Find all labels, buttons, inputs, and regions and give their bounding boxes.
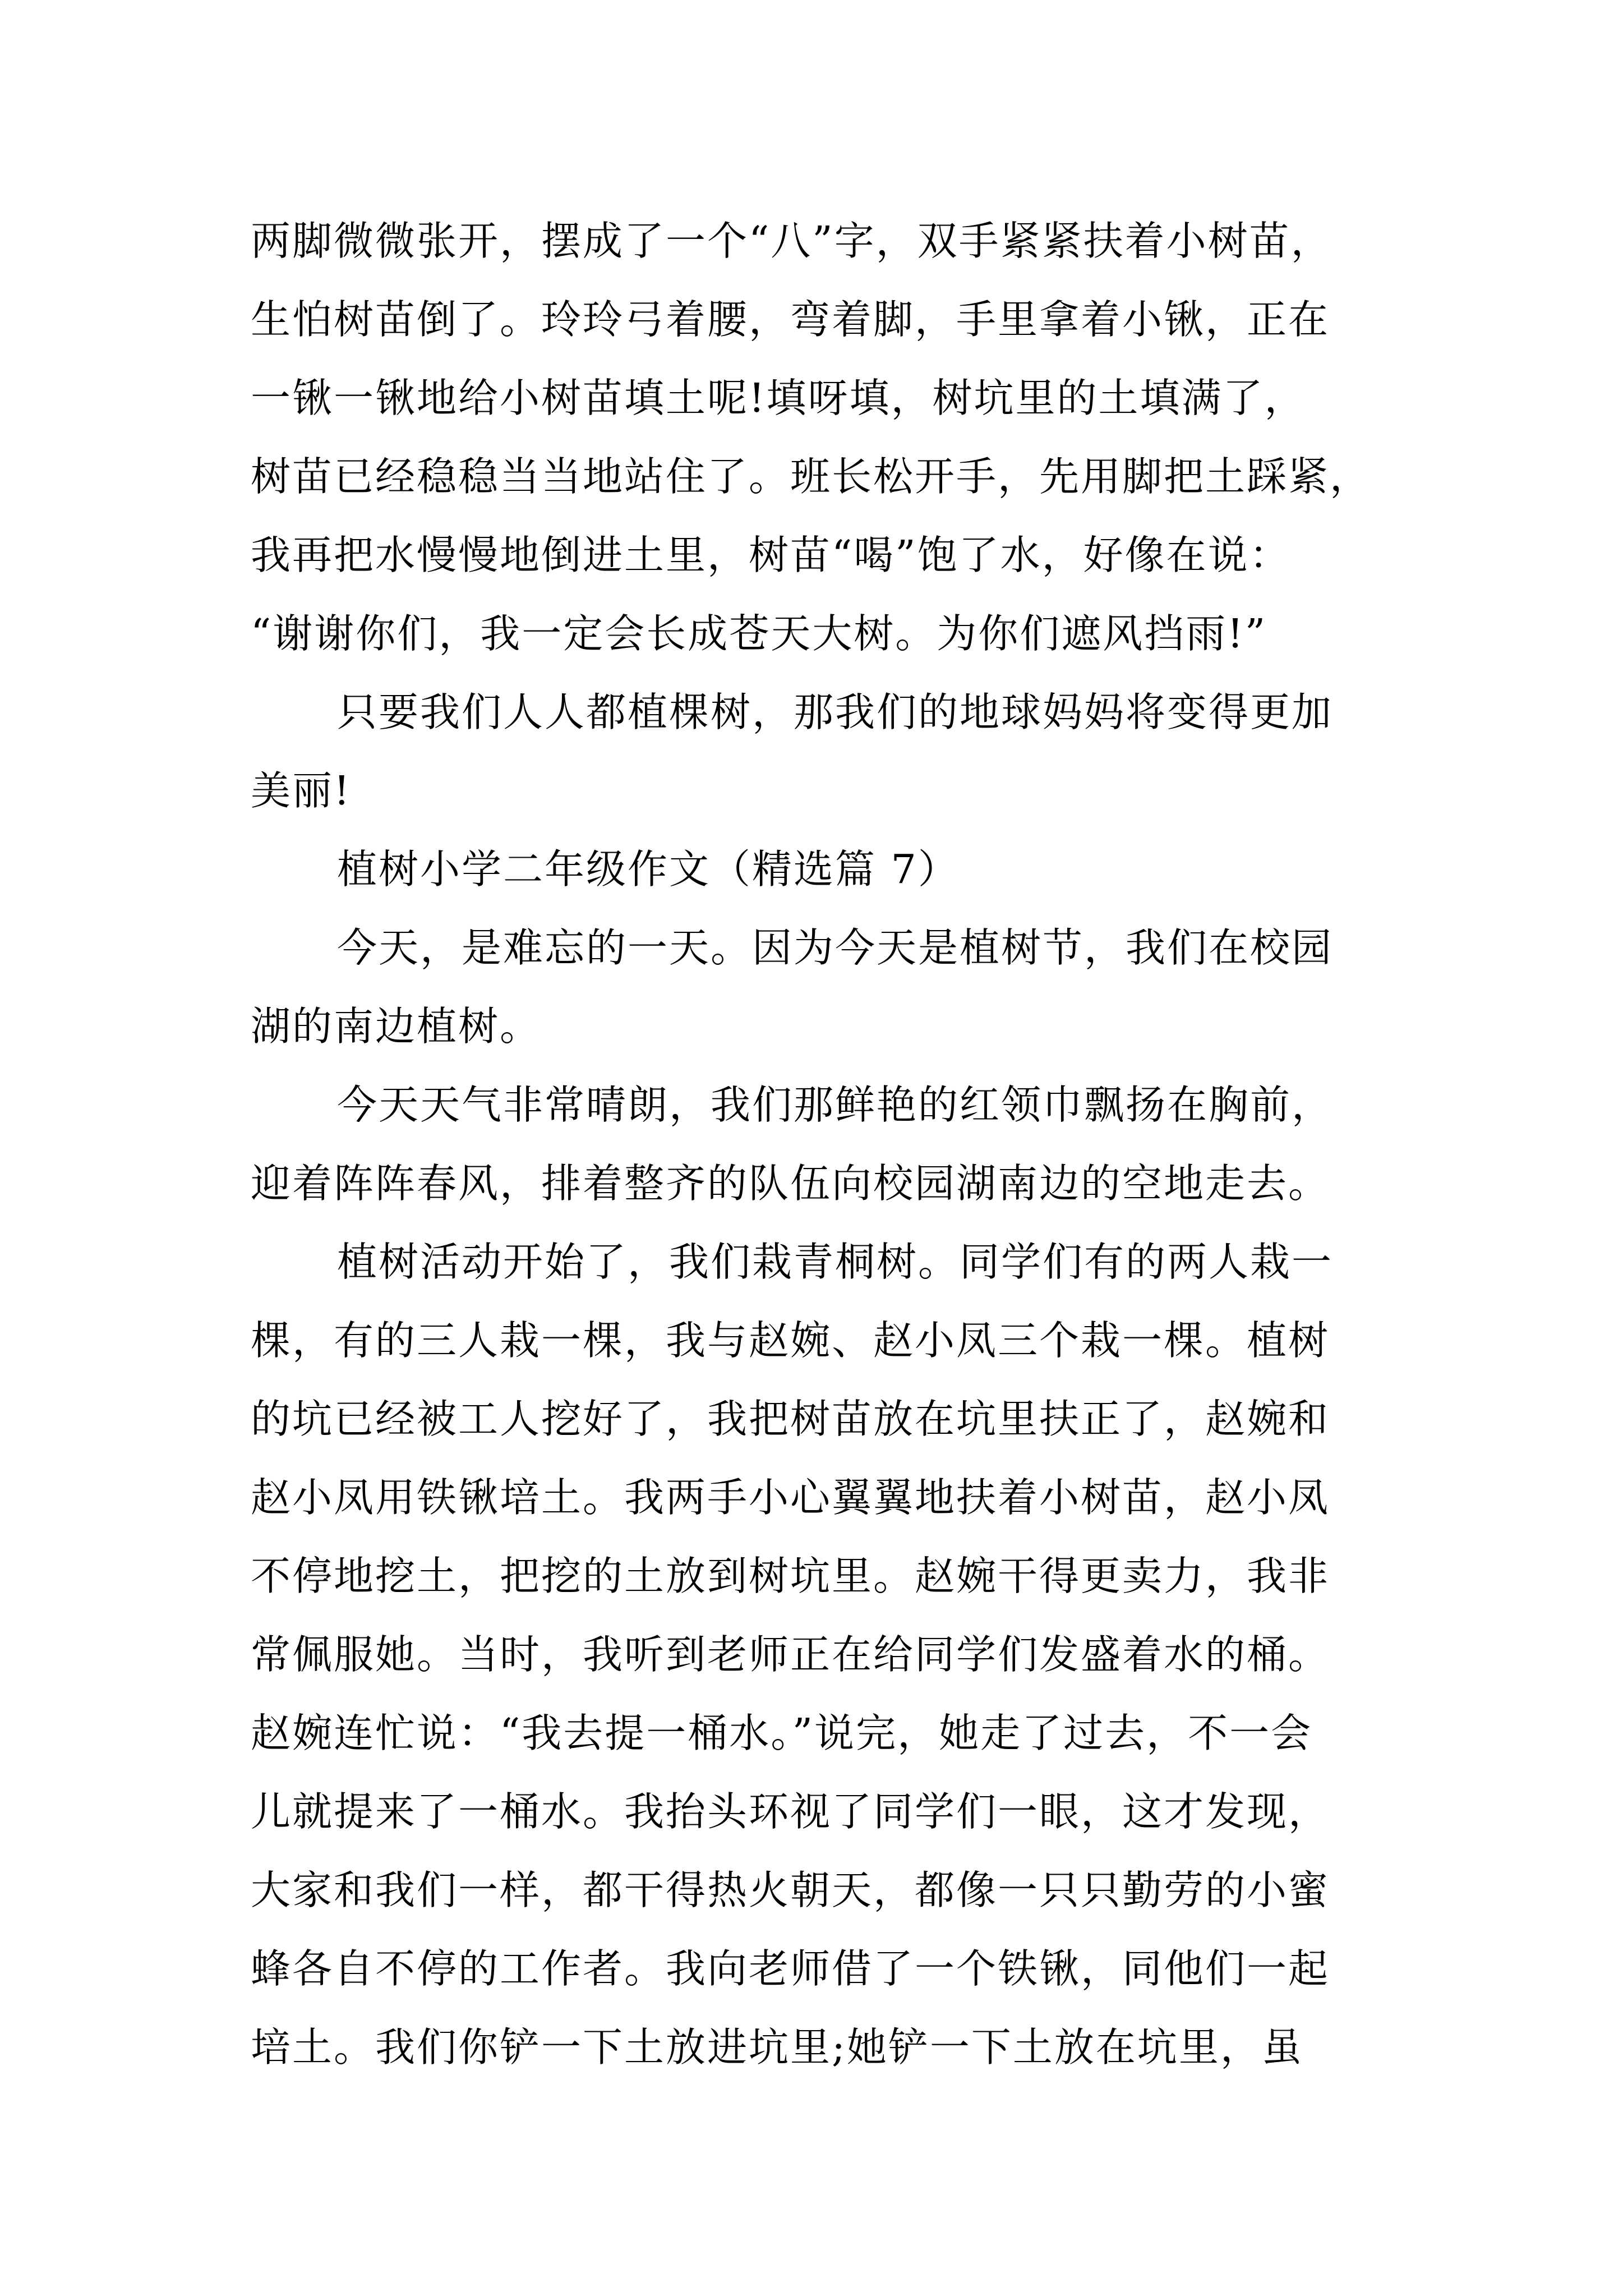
text-line: 的坑已经被工人挖好了，我把树苗放在坑里扶正了，赵婉和 <box>251 1396 1330 1442</box>
text-line: 植树活动开始了，我们栽青桐树。同学们有的两人栽一 <box>337 1239 1334 1285</box>
text-line: “谢谢你们，我一定会长成苍天大树。为你们遮风挡雨!” <box>251 610 1267 657</box>
text-line: 培土。我们你铲一下土放进坑里;她铲一下土放在坑里，虽 <box>251 2024 1303 2070</box>
text-line: 我再把水慢慢地倒进土里，树苗“喝”饱了水，好像在说： <box>251 532 1291 578</box>
text-line: 生怕树苗倒了。玲玲弓着腰，弯着脚，手里拿着小锹，正在 <box>251 296 1330 343</box>
text-line: 大家和我们一样，都干得热火朝天，都像一只只勤劳的小蜜 <box>251 1867 1330 1913</box>
text-line: 植树小学二年级作文（精选篇 7） <box>337 846 960 892</box>
text-line: 常佩服她。当时，我听到老师正在给同学们发盛着水的桶。 <box>251 1631 1330 1678</box>
text-line: 今天，是难忘的一天。因为今天是植树节，我们在校园 <box>337 924 1334 971</box>
text-line: 赵婉连忙说：“我去提一桶水。”说完，她走了过去，不一会 <box>251 1710 1313 1756</box>
text-line: 两脚微微张开，摆成了一个“八”字，双手紧紧扶着小树苗， <box>251 218 1332 264</box>
body-text <box>251 202 1384 2087</box>
text-line: 蜂各自不停的工作者。我向老师借了一个铁锹，同他们一起 <box>251 1945 1330 1992</box>
text-line: 一锹一锹地给小树苗填土呢!填呀填，树坑里的土填满了， <box>251 375 1306 421</box>
text-line: 赵小凤用铁锹培土。我两手小心翼翼地扶着小树苗，赵小凤 <box>251 1474 1330 1521</box>
text-line: 不停地挖土，把挖的土放到树坑里。赵婉干得更卖力，我非 <box>251 1553 1330 1599</box>
text-line: 棵，有的三人栽一棵，我与赵婉、赵小凤三个栽一棵。植树 <box>251 1317 1330 1364</box>
text-line: 今天天气非常晴朗，我们那鲜艳的红领巾飘扬在胸前， <box>337 1082 1334 1128</box>
text-line: 树苗已经稳稳当当地站住了。班长松开手，先用脚把土踩紧， <box>251 453 1372 500</box>
text-line: 只要我们人人都植棵树，那我们的地球妈妈将变得更加 <box>337 689 1334 735</box>
text-line: 迎着阵阵春风，排着整齐的队伍向校园湖南边的空地走去。 <box>251 1160 1330 1207</box>
text-line: 湖的南边植树。 <box>251 1003 542 1050</box>
text-line: 美丽! <box>251 767 352 814</box>
text-line: 儿就提来了一桶水。我抬头环视了同学们一眼，这才发现， <box>251 1788 1330 1835</box>
